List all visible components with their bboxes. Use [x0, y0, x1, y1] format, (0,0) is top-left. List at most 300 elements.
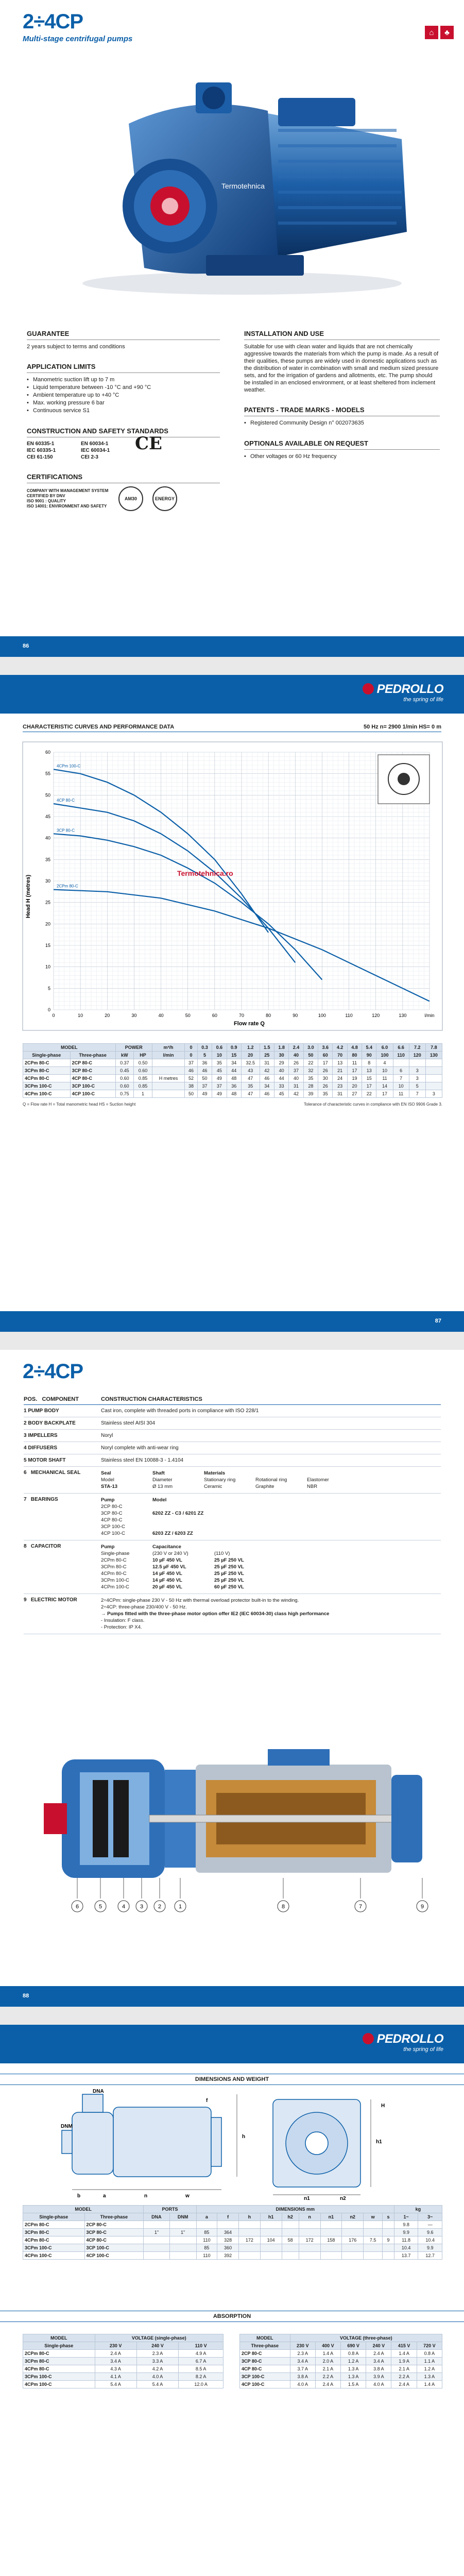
table-cell [383, 2244, 394, 2252]
table-cell: 1.3 A [417, 2373, 442, 2381]
table-cell: 1.1 A [417, 2358, 442, 2365]
table-cell [169, 2244, 196, 2252]
table-header: HP [134, 1052, 152, 1059]
table-cell [260, 2221, 282, 2229]
bearing-model: 6202 ZZ - C3 / 6201 ZZ [152, 1511, 204, 1516]
table-row [240, 2358, 442, 2365]
section-heading: INSTALLATION AND USE [244, 330, 440, 340]
flow-lmin: 70 [333, 1052, 347, 1059]
table-row [240, 2365, 442, 2373]
model-three: 3CP 80-C [70, 1067, 115, 1075]
table-row [23, 2381, 224, 2388]
table-cell [260, 2229, 282, 2236]
installation-text: Suitable for use with clean water and liquids that are not chemically aggressive towards the materials from which the pump is made. As a result of their qualities, these pumps are widely used in domestic applications such as the distribution of water in combination with small and medium sized pressure sets, and for the irrigation of gardens and allotments, etc. The pump should be installed in an enclosed environment, or at least sheltered from inclement weather. [244, 344, 439, 393]
table-cell: 2.4 A [95, 2350, 136, 2358]
logo-mark-icon [363, 2033, 374, 2044]
flow-m3h: 5.4 [362, 1044, 376, 1052]
table-cell [342, 2229, 364, 2236]
table-header: MODEL [23, 1044, 116, 1052]
watermark: Termotehnica.ro [177, 869, 233, 877]
capacitor-value: 25 µF 250 VL [214, 1571, 244, 1577]
head-value: 6 [393, 1067, 409, 1075]
table-cell: 3.9 A [366, 2373, 391, 2381]
certification-badge: AM30 [118, 486, 143, 511]
motor-line: 2÷4CP: three-phase 230/400 V - 50 Hz. [101, 1604, 187, 1610]
head-value: 8 [362, 1059, 376, 1067]
table-cell: 3CP 80-C [240, 2358, 290, 2365]
flow-m3h: 1.5 [260, 1044, 274, 1052]
table-cell [260, 2252, 282, 2260]
table-cell: 2.3 A [290, 2350, 315, 2358]
dimension-label: n1 [304, 2196, 310, 2201]
series-label: 2CPm 80-C [57, 884, 78, 889]
head-value: 44 [274, 1075, 288, 1082]
head-value: 35 [318, 1090, 333, 1098]
capacitor-value: 60 µF 250 VL [214, 1584, 244, 1590]
performance-table [23, 1043, 442, 1107]
page-header [23, 10, 132, 43]
standard: EN 60034-1 [81, 441, 109, 447]
dimensions-table [23, 2205, 442, 2260]
table-cell: 2.4 A [391, 2381, 417, 2388]
table-cell: 158 [320, 2236, 342, 2244]
certifications-section [27, 473, 220, 511]
header-characteristics: CONSTRUCTION CHARACTERISTICS [101, 1396, 202, 1402]
dimension-label: H [381, 2103, 385, 2109]
slogan: the spring of life [403, 697, 443, 703]
callout-number: 2 [158, 1904, 162, 1910]
table-cell [169, 2252, 196, 2260]
table-cell [260, 2244, 282, 2252]
capacitor-value: 10 µF 450 VL [152, 1557, 182, 1563]
table-row [23, 2244, 442, 2252]
table-cell: 6.7 A [179, 2358, 224, 2365]
table-subheader: 110 V [179, 2342, 224, 2350]
x-tick-label: 50 [185, 1013, 191, 1018]
seal-subheader: Model [101, 1477, 114, 1483]
x-tick-label: 40 [158, 1013, 164, 1018]
table-cell: 328 [217, 2236, 239, 2244]
table-cell: 0.8 A [417, 2350, 442, 2358]
table-cell: 110 [196, 2252, 217, 2260]
table-cell: 4CP 80-C [240, 2365, 290, 2373]
table-row [240, 2381, 442, 2388]
table-header: VOLTAGE (three-phase) [290, 2334, 442, 2342]
table-subheader: s [383, 2213, 394, 2221]
table-cell [238, 2244, 260, 2252]
head-value: 34 [260, 1082, 274, 1090]
y-axis-label: Head H (metres) [25, 874, 31, 919]
capacitor-value: 25 µF 250 VL [214, 1564, 244, 1570]
table-subheader: 415 V [391, 2342, 417, 2350]
row-component: 4 DIFFUSERS [24, 1445, 58, 1451]
head-value: 35 [212, 1059, 227, 1067]
table-cell [144, 2252, 169, 2260]
seal-value: Graphite [255, 1484, 274, 1489]
power-kw: 0.60 [115, 1082, 134, 1090]
table-row [23, 2229, 442, 2236]
table-cell: 3.4 A [290, 2358, 315, 2365]
certification-text [27, 488, 109, 509]
seal-value: NBR [307, 1484, 318, 1489]
model-single: 3CPm 80-C [23, 1067, 71, 1075]
cert-line: COMPANY WITH MANAGEMENT SYSTEM [27, 488, 109, 493]
flow-lmin: 20 [241, 1052, 260, 1059]
head-value: 47 [241, 1090, 260, 1098]
table-cell [320, 2244, 342, 2252]
x-axis-label: Flow rate Q [234, 1021, 265, 1027]
table-cell [196, 2221, 217, 2229]
table-row [24, 1454, 441, 1467]
table-row [24, 1540, 441, 1594]
motor-line: - Insulation: F class. [101, 1618, 145, 1623]
flow-lmin: 25 [260, 1052, 274, 1059]
table-cell [169, 2221, 196, 2229]
power-kw: 0.45 [115, 1067, 134, 1075]
table-cell: 360 [217, 2244, 239, 2252]
seal-value: Ø 13 mm [152, 1484, 173, 1489]
head-value: 21 [333, 1067, 347, 1075]
row-pos: 6 [24, 1470, 27, 1476]
standard: IEC 60034-1 [81, 448, 110, 453]
table-cell: 2.2 A [391, 2373, 417, 2381]
table-cell: 9.9 [418, 2244, 442, 2252]
table-subheader: a [196, 2213, 217, 2221]
guarantee-text: 2 years subject to terms and conditions [27, 344, 125, 350]
head-value: 17 [376, 1090, 393, 1098]
capacitor-value: 3CPm 80-C [101, 1564, 127, 1570]
head-value [425, 1082, 442, 1090]
table-cell: 9.9 [394, 2229, 418, 2236]
head-value: 20 [347, 1082, 362, 1090]
table-cell: 9.8 [394, 2221, 418, 2229]
pump-diagram-icon [378, 755, 429, 804]
table-cell: 4CP 80-C [84, 2236, 144, 2244]
chart-grid [54, 752, 429, 1010]
table-cell: 85 [196, 2229, 217, 2236]
flow-lmin: 40 [289, 1052, 303, 1059]
head-value: 17 [347, 1067, 362, 1075]
table-cell: 3CPm 80-C [23, 2358, 95, 2365]
list-item: • Liquid temperature between -10 °C and +90 °C [27, 384, 220, 392]
table-row [24, 1430, 441, 1442]
table-cell: 13.7 [394, 2252, 418, 2260]
head-value: 31 [333, 1090, 347, 1098]
power-hp: 0.60 [134, 1067, 152, 1075]
table-cell: 1.4 A [315, 2350, 340, 2358]
head-value: 5 [409, 1082, 425, 1090]
callout-number: 7 [358, 1904, 363, 1910]
table-cell: 3CPm 100-C [23, 2373, 95, 2381]
head-value: 48 [227, 1090, 241, 1098]
table-cell: 2CP 80-C [240, 2350, 290, 2358]
head-value: 35 [241, 1082, 260, 1090]
standard: CEI 61-150 [27, 454, 53, 460]
table-cell: 2.1 A [315, 2365, 340, 2373]
catalog-page-87 [0, 675, 464, 1332]
table-header: VOLTAGE (single-phase) [95, 2334, 224, 2342]
list-item: • Registered Community Design n° 002073635 [244, 419, 440, 427]
flow-lmin: 120 [409, 1052, 425, 1059]
table-cell: 3.8 A [290, 2373, 315, 2381]
bearing-pump: 3CP 80-C [101, 1511, 123, 1516]
table-cell: 58 [282, 2236, 299, 2244]
flow-lmin: 130 [425, 1052, 442, 1059]
table-row [24, 1405, 441, 1417]
table-cell [282, 2244, 299, 2252]
list-item: • Ambient temperature up to +40 °C [27, 392, 220, 399]
table-subheader: 230 V [290, 2342, 315, 2350]
dimension-label: h1 [376, 2139, 382, 2145]
x-tick-label: 100 [318, 1013, 326, 1018]
table-cell [238, 2229, 260, 2236]
power-kw: 0.37 [115, 1059, 134, 1067]
table-subheader: w [364, 2213, 383, 2221]
table-cell [169, 2236, 196, 2244]
head-value: 47 [241, 1075, 260, 1082]
table-subheader: f [217, 2213, 239, 2221]
logo-mark-icon [363, 683, 374, 694]
table-cell [383, 2221, 394, 2229]
table-cell: 4CPm 100-C [23, 2381, 95, 2388]
head-value [425, 1075, 442, 1082]
pump-cutaway-drawing [31, 1744, 438, 1919]
head-value: 15 [362, 1075, 376, 1082]
ce-mark: CE [135, 433, 162, 454]
head-value: 46 [260, 1075, 274, 1082]
flow-m3h: 4.2 [333, 1044, 347, 1052]
table-cell [144, 2236, 169, 2244]
table-subheader: 1~ [394, 2213, 418, 2221]
table-cell [320, 2252, 342, 2260]
head-value: 31 [260, 1059, 274, 1067]
x-tick-label: 70 [238, 1013, 245, 1018]
capacitor-value: 3CPm 100-C [101, 1578, 129, 1583]
table-cell [383, 2252, 394, 2260]
section-heading: GUARANTEE [27, 330, 220, 340]
page-footer [0, 1986, 464, 2007]
head-label [152, 1067, 184, 1075]
flow-m3h: 3.6 [318, 1044, 333, 1052]
section-conditions: 50 Hz n= 2900 1/min HS= 0 m [363, 724, 441, 730]
table-row [24, 1494, 441, 1540]
table-cell [364, 2244, 383, 2252]
model-single: 4CPm 100-C [23, 1090, 71, 1098]
head-value: 42 [289, 1090, 303, 1098]
row-component: BEARINGS [30, 1497, 58, 1502]
table-header: POWER [115, 1044, 152, 1052]
y-tick-label: 45 [45, 814, 50, 819]
header-pos: POS. [24, 1396, 38, 1402]
table-header: DIMENSIONS mm [196, 2206, 394, 2213]
head-value [425, 1059, 442, 1067]
table-header: Three-phase [70, 1052, 115, 1059]
bearings-header: Model [152, 1497, 167, 1503]
table-subheader: h2 [282, 2213, 299, 2221]
flow-lmin: 60 [318, 1052, 333, 1059]
table-cell [299, 2252, 320, 2260]
power-kw: 0.75 [115, 1090, 134, 1098]
table-note: Tolerance of characteristic curves in compliance with EN ISO 9906 Grade 3. [303, 1102, 442, 1107]
row-component: ELECTRIC MOTOR [30, 1597, 77, 1603]
table-subheader: Three-phase [240, 2342, 290, 2350]
table-cell: 4.0 A [290, 2381, 315, 2388]
absorption-table-three [239, 2334, 442, 2388]
head-value: 42 [260, 1067, 274, 1075]
seal-value: STA-13 [101, 1484, 118, 1489]
table-cell: 2.4 A [366, 2350, 391, 2358]
head-value: 46 [197, 1067, 212, 1075]
head-value: 17 [362, 1082, 376, 1090]
table-cell: 3CPm 100-C [23, 2244, 85, 2252]
callout-number: 6 [75, 1904, 79, 1910]
capacitor-subheader: Single-phase [101, 1551, 130, 1556]
model-single: 3CPm 100-C [23, 1082, 71, 1090]
model-three: 4CP 100-C [70, 1090, 115, 1098]
table-cell [299, 2244, 320, 2252]
table-row [23, 2358, 224, 2365]
flow-m3h: 7.2 [409, 1044, 425, 1052]
table-cell: 12.0 A [179, 2381, 224, 2388]
table-header: l/min [152, 1052, 184, 1059]
head-value: 29 [274, 1059, 288, 1067]
table-row [24, 1594, 441, 1634]
table-cell [217, 2221, 239, 2229]
head-value [425, 1067, 442, 1075]
flow-m3h: 7.8 [425, 1044, 442, 1052]
optionals-section [244, 439, 440, 461]
row-characteristics: Stainless steel EN 10088-3 - 1.4104 [101, 1458, 184, 1463]
construction-table [24, 1396, 441, 1634]
table-subheader: 240 V [366, 2342, 391, 2350]
table-cell: 10.4 [394, 2244, 418, 2252]
head-value: 22 [362, 1090, 376, 1098]
row-component: MECHANICAL SEAL [30, 1470, 81, 1476]
dimension-label: a [103, 2193, 106, 2199]
motor-line: - Protection: IP X4. [101, 1624, 142, 1630]
table-cell: 4.0 A [366, 2381, 391, 2388]
brand-logo [363, 2032, 443, 2053]
x-tick-label: 130 [399, 1013, 407, 1018]
table-row [24, 1442, 441, 1454]
table-cell [299, 2229, 320, 2236]
x-tick-label: 30 [131, 1013, 137, 1018]
page-header [23, 1360, 83, 1383]
y-tick-label: 10 [45, 964, 50, 970]
head-value [409, 1059, 425, 1067]
row-characteristics: Cast iron, complete with threaded ports in compliance with ISO 228/1 [101, 1408, 259, 1414]
table-row [23, 2373, 224, 2381]
table-header: PORTS [144, 2206, 196, 2213]
head-value: 37 [289, 1067, 303, 1075]
x-tick-label: 90 [293, 1013, 298, 1018]
head-value: 14 [376, 1082, 393, 1090]
flow-lmin: 30 [274, 1052, 288, 1059]
power-hp: 0.50 [134, 1059, 152, 1067]
row-component: 3 IMPELLERS [24, 1433, 58, 1438]
absorption-single-phase [23, 2334, 224, 2388]
table-subheader: n2 [342, 2213, 364, 2221]
table-row [23, 1075, 442, 1082]
bearing-pump: 3CP 100-C [101, 1524, 125, 1530]
table-cell: 3.8 A [366, 2365, 391, 2373]
table-cell: 9 [383, 2236, 394, 2244]
head-value: 40 [289, 1075, 303, 1082]
y-tick-label: 15 [45, 943, 50, 948]
head-value: 10 [393, 1082, 409, 1090]
table-cell [342, 2221, 364, 2229]
y-tick-label: 25 [45, 900, 50, 905]
head-value: 19 [347, 1075, 362, 1082]
head-value: 27 [347, 1090, 362, 1098]
table-cell: 8.2 A [179, 2373, 224, 2381]
patents-section [244, 406, 440, 427]
page-subtitle: Multi-stage centrifugal pumps [23, 35, 133, 43]
table-cell: — [418, 2221, 442, 2229]
head-value: 38 [185, 1082, 198, 1090]
head-value: 34 [227, 1059, 241, 1067]
table-cell: 4CPm 80-C [23, 2365, 95, 2373]
head-value: 44 [227, 1067, 241, 1075]
table-cell: 4.9 A [179, 2350, 224, 2358]
table-cell: 4.1 A [95, 2373, 136, 2381]
section-heading: CERTIFICATIONS [27, 473, 220, 483]
house-icon: ⌂ [425, 26, 438, 39]
head-value: 49 [197, 1090, 212, 1098]
part-callouts [72, 1878, 428, 1912]
table-cell: 11.8 [394, 2236, 418, 2244]
motor-line: 2÷4CPm: single-phase 230 V - 50 Hz with thermal overload protector built-in to the winding. [101, 1598, 299, 1603]
page-title: 2÷4CP [23, 10, 83, 33]
head-value: 13 [333, 1059, 347, 1067]
logo-text: PEDROLLO [376, 2032, 443, 2046]
flow-m3h-row: 0 [185, 1044, 198, 1052]
seal-subheader: Diameter [152, 1477, 173, 1483]
application-limits-section [27, 363, 220, 415]
table-cell: 2CPm 80-C [23, 2350, 95, 2358]
cert-line: ISO 14001: ENVIRONMENT AND SAFETY [27, 504, 107, 509]
section-heading: PATENTS - TRADE MARKS - MODELS [244, 406, 440, 416]
table-cell [282, 2229, 299, 2236]
y-tick-label: 50 [45, 792, 50, 798]
seal-subheader: Rotational ring [255, 1477, 287, 1483]
left-column [27, 330, 220, 523]
capacitor-subheader: (110 V) [214, 1551, 230, 1556]
flow-m3h: 0.3 [197, 1044, 212, 1052]
guarantee-section [27, 330, 220, 350]
table-note: Q = Flow rate H = Total manometric head HS = Suction height [23, 1102, 136, 1107]
capacitor-value: 25 µF 250 VL [214, 1578, 244, 1583]
head-value: 13 [362, 1067, 376, 1075]
table-subheader: Three-phase [84, 2213, 144, 2221]
flow-lmin: 110 [393, 1052, 409, 1059]
table-cell [238, 2252, 260, 2260]
application-icons [425, 26, 454, 39]
flow-lmin: 15 [227, 1052, 241, 1059]
x-tick-label: 20 [105, 1013, 110, 1018]
catalog-page-86 [0, 0, 464, 657]
table-row [24, 1417, 441, 1430]
table-cell: 1.3 A [341, 2365, 366, 2373]
bearing-pump: 4CP 100-C [101, 1531, 125, 1536]
table-cell: 1" [169, 2229, 196, 2236]
bearing-model [152, 1517, 441, 1523]
series-label: 4CP 80-C [57, 798, 75, 803]
head-value: 37 [197, 1082, 212, 1090]
bearing-pump: 4CP 80-C [101, 1517, 123, 1523]
table-cell: 1.2 A [417, 2365, 442, 2373]
flow-m3h: 1.8 [274, 1044, 288, 1052]
